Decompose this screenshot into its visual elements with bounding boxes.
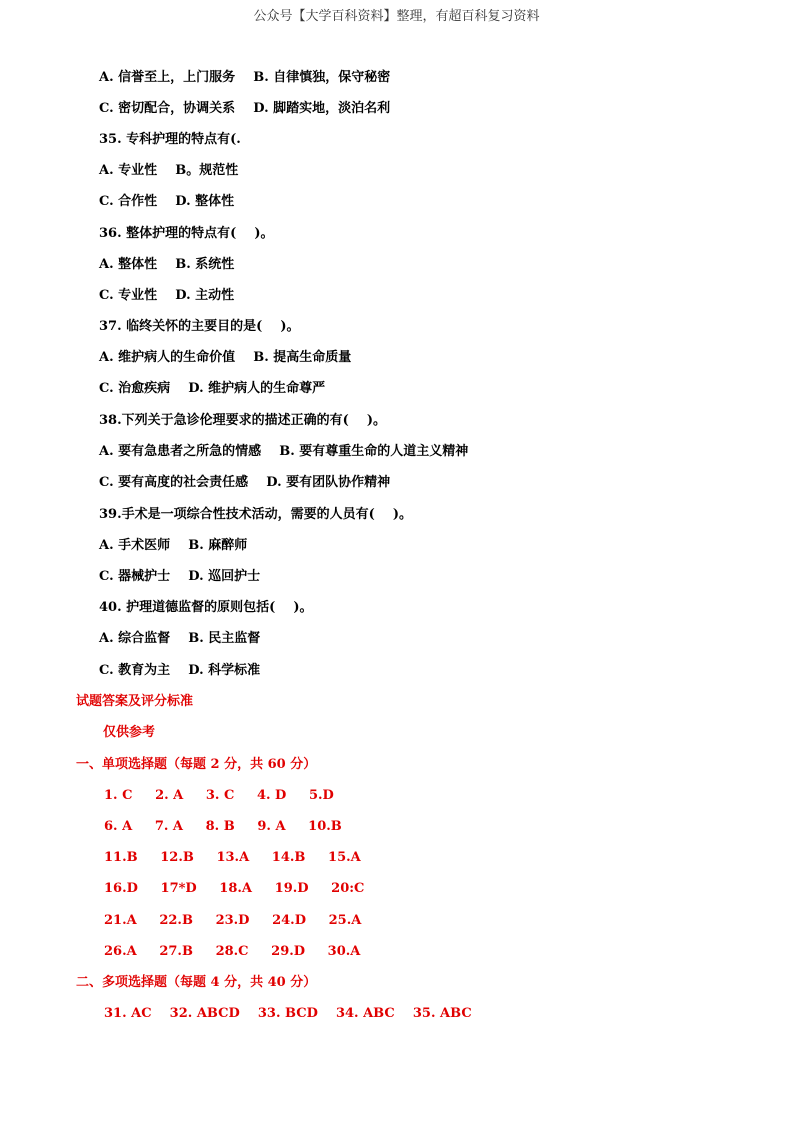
answer-row: 6. A 7. A 8. B 9. A 10.B: [104, 819, 342, 834]
answer-title: 试题答案及评分标准: [76, 694, 194, 709]
answer-row: 26.A 27.B 28.C 29.D 30.A: [104, 944, 361, 959]
option-line: A. 手术医师 B. 麻醉师: [99, 538, 248, 553]
answer-row: 31. AC 32. ABCD 33. BCD 34. ABC 35. ABC: [104, 1006, 472, 1021]
option-line: C. 专业性 D. 主动性: [99, 288, 235, 303]
question-37: 37. 临终关怀的主要目的是( )。: [99, 319, 300, 334]
option-line: C. 密切配合，协调关系 D. 脚踏实地，淡泊名利: [99, 101, 391, 116]
page-header: 公众号【大学百科资料】整理，有超百科复习资料: [253, 9, 540, 24]
option-line: A. 要有急患者之所急的情感 B. 要有尊重生命的人道主义精神: [99, 444, 469, 459]
option-line: A. 信誉至上，上门服务 B. 自律慎独，保守秘密: [99, 70, 391, 85]
answer-row: 16.D 17*D 18.A 19.D 20:C: [104, 881, 365, 896]
option-line: C. 治愈疾病 D. 维护病人的生命尊严: [99, 381, 326, 396]
option-line: A. 综合监督 B. 民主监督: [99, 631, 261, 646]
option-line: A. 整体性 B. 系统性: [99, 257, 235, 272]
option-line: C. 合作性 D. 整体性: [99, 194, 235, 209]
question-39: 39.手术是一项综合性技术活动，需要的人员有( )。: [99, 507, 413, 522]
question-38: 38.下列关于急诊伦理要求的描述正确的有( )。: [99, 413, 387, 428]
option-line: A. 专业性 B。规范性: [99, 163, 239, 178]
answer-row: 11.B 12.B 13.A 14.B 15.A: [104, 850, 361, 865]
option-line: A. 维护病人的生命价值 B. 提高生命质量: [99, 350, 352, 365]
option-line: C. 器械护士 D. 巡回护士: [99, 569, 261, 584]
reference-note: 仅供参考: [103, 725, 156, 740]
question-40: 40. 护理道德监督的原则包括( )。: [99, 600, 313, 615]
section2-title: 二、多项选择题（每题 4 分，共 40 分）: [76, 975, 317, 990]
question-35: 35. 专科护理的特点有(.: [99, 132, 241, 147]
section1-title: 一、单项选择题（每题 2 分，共 60 分）: [76, 757, 317, 772]
answer-row: 1. C 2. A 3. C 4. D 5.D: [104, 788, 334, 803]
option-line: C. 教育为主 D. 科学标准: [99, 663, 261, 678]
question-36: 36. 整体护理的特点有( )。: [99, 226, 274, 241]
option-line: C. 要有高度的社会责任感 D. 要有团队协作精神: [99, 475, 391, 490]
answer-row: 21.A 22.B 23.D 24.D 25.A: [104, 913, 362, 928]
